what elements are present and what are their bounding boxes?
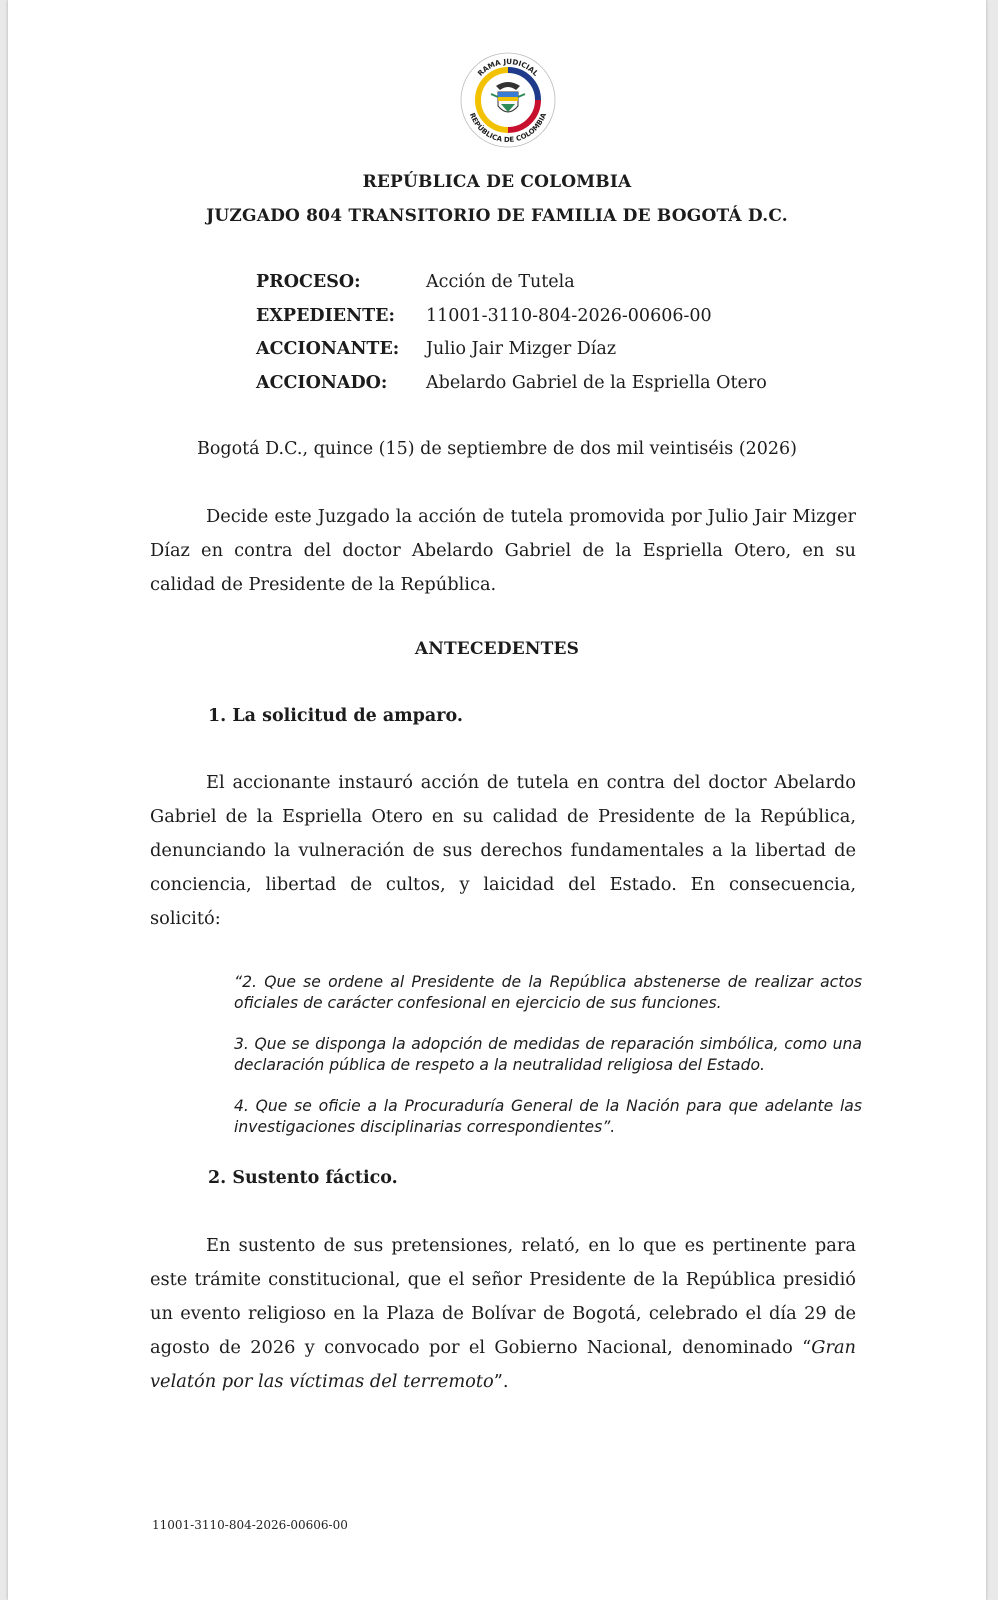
- case-value: Julio Jair Mizger Díaz: [426, 339, 617, 359]
- document-page: [8, 0, 986, 1600]
- section-1-paragraph: [150, 766, 856, 936]
- case-key: ACCIONADO:: [256, 373, 388, 393]
- case-value: Acción de Tutela: [426, 272, 575, 292]
- case-row-proceso: [256, 272, 856, 296]
- case-row-accionante: [256, 339, 856, 363]
- rama-judicial-seal: [458, 50, 558, 150]
- quote-item: 4. Que se oficie a la Procuraduría General de la Nación para que adelante las investigaciones disciplinarias correspondientes”.: [234, 1097, 862, 1136]
- seal-top-text: RAMA JUDICIAL: [475, 56, 541, 78]
- case-row-accionado: [256, 373, 856, 397]
- intro-paragraph: [150, 500, 856, 602]
- intro-text: Decide este Juzgado la acción de tutela promovida por Julio Jair Mizger Díaz en contra del doctor Abelardo Gabriel de la Espriella Otero, en su calidad de Presidente de la República.: [150, 506, 856, 595]
- header-court: JUZGADO 804 TRANSITORIO DE FAMILIA DE BOGOTÁ D.C.: [206, 206, 788, 226]
- section-2-text-end: ”.: [493, 1371, 509, 1392]
- decision-date: Bogotá D.C., quince (15) de septiembre de dos mil veintiséis (2026): [196, 439, 798, 459]
- case-key: ACCIONANTE:: [256, 339, 400, 359]
- seal-bottom-text: REPÚBLICA DE COLOMBIA: [467, 111, 549, 145]
- case-key: PROCESO:: [256, 272, 361, 292]
- section-2-paragraph: [150, 1229, 856, 1399]
- case-key: EXPEDIENTE:: [256, 306, 395, 326]
- section-2-title: 2. Sustento fáctico.: [208, 1168, 398, 1188]
- header-country: REPÚBLICA DE COLOMBIA: [362, 172, 632, 192]
- quote-item: 3. Que se disponga la adopción de medidas de reparación simbólica, como una declaración pública de respeto a la neutralidad religiosa del Estado.: [234, 1035, 862, 1074]
- footer-case-number: 11001-3110-804-2026-00606-00: [152, 1518, 348, 1532]
- section-1-text: El accionante instauró acción de tutela en contra del doctor Abelardo Gabriel de la Espriella Otero en su calidad de Presidente de la República, denunciando la vulneración de sus derechos fundamentales a la libertad de conciencia, libertad de cultos, y laicidad del Estado. En consecuencia, solicitó:: [150, 772, 856, 929]
- case-row-expediente: [256, 306, 856, 330]
- event-name: Gran velatón por las víctimas del terremoto: [150, 1337, 856, 1392]
- section-1-title: 1. La solicitud de amparo.: [208, 706, 463, 726]
- case-value: Abelardo Gabriel de la Espriella Otero: [426, 373, 767, 393]
- section-2-text: En sustento de sus pretensiones, relató, en lo que es pertinente para este trámite constitucional, que el señor Presidente de la República presidió un evento religioso en la Plaza de Bolívar de Bogotá, celebrado el día 29 de agosto de 2026 y convocado por el Gobierno Nacional, denominado “: [150, 1235, 856, 1358]
- section-title: ANTECEDENTES: [414, 639, 580, 659]
- case-value: 11001-3110-804-2026-00606-00: [426, 306, 712, 326]
- quote-item: “2. Que se ordene al Presidente de la República abstenerse de realizar actos oficiales de carácter confesional en ejercicio de sus funciones.: [234, 973, 862, 1012]
